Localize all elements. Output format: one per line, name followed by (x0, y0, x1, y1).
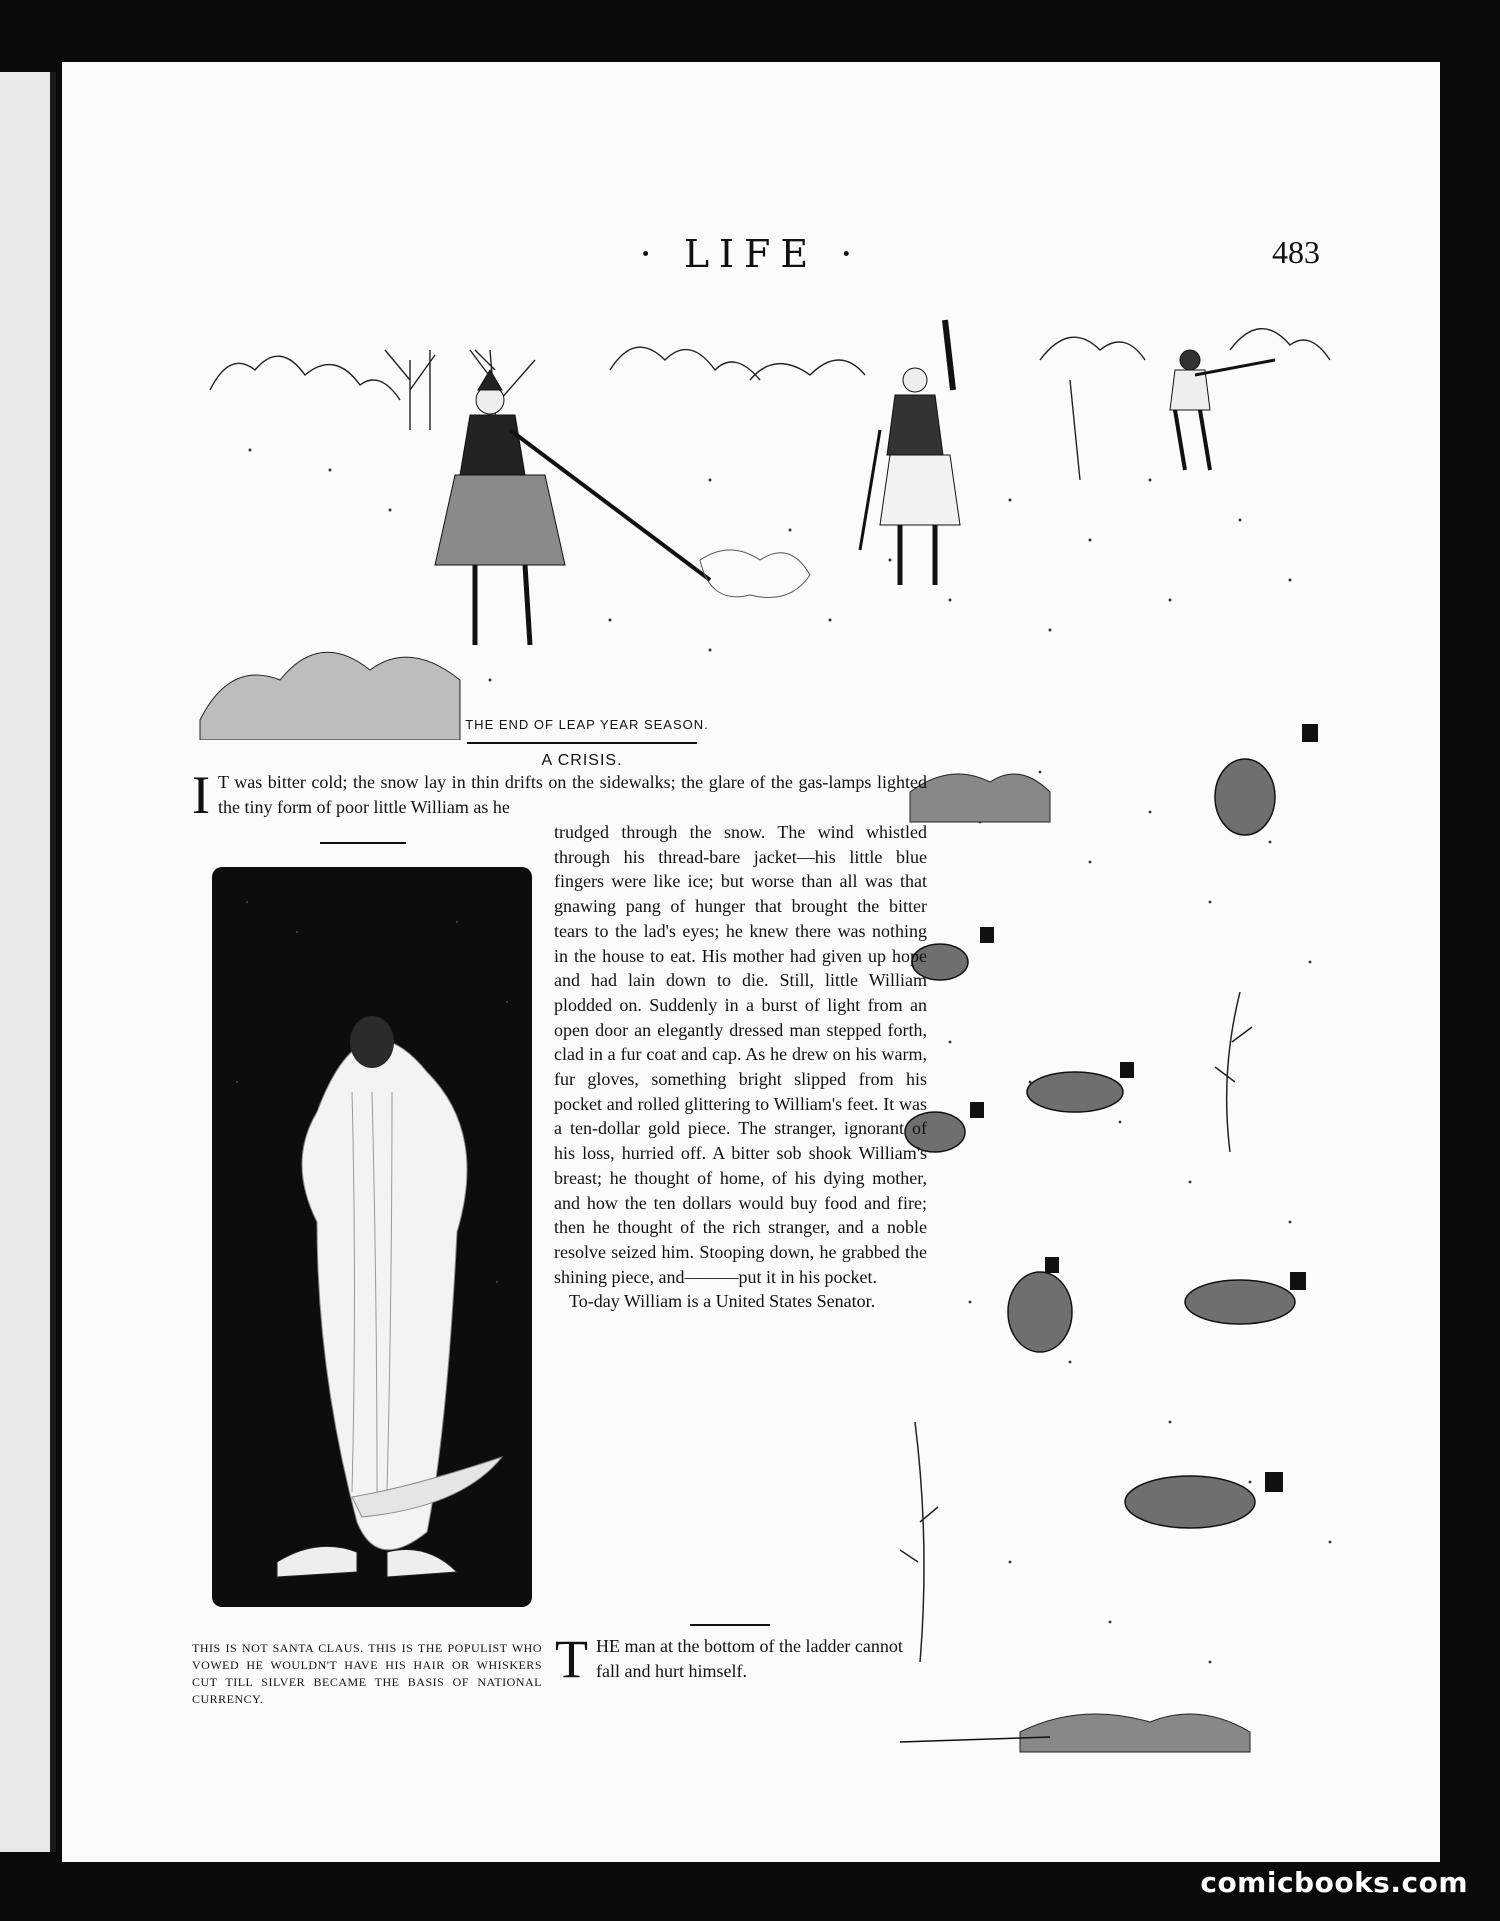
populist-caption: THIS IS NOT SANTA CLAUS. THIS IS THE POPULIST WHO VOWED HE WOULDN'T HAVE HIS HAIR OR WHISKERS CUT TILL SILVER BECAME THE BASIS OF NATIONAL CURRENCY. (192, 1641, 542, 1706)
short-rule (320, 842, 406, 844)
epigram (555, 1629, 927, 1689)
watermark: comicbooks.com (1200, 1866, 1468, 1899)
rabbits-illustration (890, 662, 1360, 1762)
story-opening (192, 765, 927, 825)
page-number: 483 (1272, 234, 1320, 270)
epigram-drop-cap: T (555, 1629, 588, 1689)
epigram-text: HE man at the bottom of the ladder cannot fall and hurt himself. (596, 1636, 903, 1681)
previous-page-edge (0, 72, 56, 1852)
story-title: A CRISIS. (467, 742, 697, 770)
masthead: · LIFE · (639, 232, 863, 276)
story-ending-paragraph: To-day William is a United States Senator. (569, 1291, 876, 1312)
drop-cap: I (192, 765, 210, 825)
magazine-page (62, 62, 1440, 1862)
story-body (554, 820, 927, 1314)
separator-rule (690, 1624, 770, 1626)
story-body-paragraph: trudged through the snow. The wind whistled through his thread-bare jacket—his little blue fingers were like ice; but worse than all was that gnawing pang of hunger that brought the bitter tears to the lad's eyes; he knew there was nothing in the house to eat. His mother had given up hope and had lain down to die. Still, little William plodded on. Suddenly in a burst of light from an open door an elegantly dressed man stepped forth, clad in a fur coat and cap. As he drew on his warm, fur gloves, something bright slipped from his pocket and rolled glittering to William's feet. It was a ten-dollar gold piece. The stranger, ignorant of his loss, hurried off. A bitter sob shook William's breast; he thought of home, of his dying mother, and how the ten dollars would buy food and fire; then he thought of the rich stranger, and a noble resolve seized him. Stooping down, he grabbed the shining piece, and———put it in his pocket. (554, 822, 927, 1287)
story-opening-text: T was bitter cold; the snow lay in thin drifts on the sidewalks; the glare of the gas-lamps lighted the tiny form of poor little William as he (217, 772, 927, 817)
populist-illustration (207, 862, 537, 1627)
top-illustration-caption: THE END OF LEAP YEAR SEASON. (465, 717, 709, 732)
